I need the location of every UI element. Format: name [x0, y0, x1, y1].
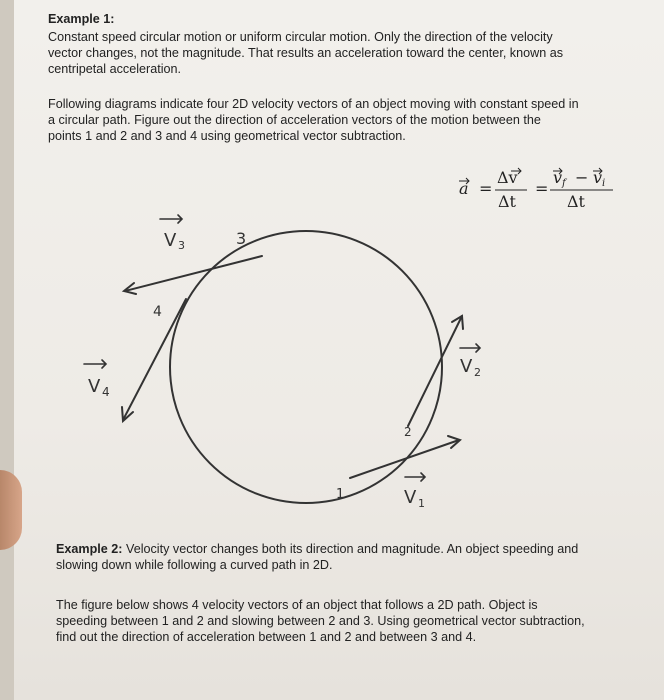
example2-title: Example 2: — [56, 542, 123, 556]
label-point-3: 3 — [236, 229, 247, 248]
example2-line1-text: Velocity vector changes both its direction and magnitude. An object speeding and — [126, 542, 579, 556]
eq-delta-t-2: Δt — [567, 192, 585, 211]
example1-para2-line1: Following diagrams indicate four 2D velocity vectors of an object moving with constant speed in — [48, 97, 579, 111]
eq-minus: − — [575, 168, 589, 187]
label-v4-sub: 4 — [102, 385, 110, 399]
example1-line1: Constant speed circular motion or uniform circular motion. Only the direction of the velocity — [48, 30, 553, 44]
label-point-1: 1 — [336, 487, 345, 502]
label-v2: V — [460, 356, 473, 377]
eq-equals-1: = — [479, 179, 493, 198]
vector-v3 — [125, 256, 262, 291]
eq-f: f — [562, 178, 566, 189]
label-v4: V — [88, 376, 101, 397]
example2-para2-line1: The figure below shows 4 velocity vectors of an object that follows a 2D path. Object is — [56, 598, 538, 612]
vector-v1 — [350, 440, 459, 478]
eq-i: i — [602, 178, 606, 189]
eq-vf: v — [553, 168, 563, 187]
example2-line1 — [56, 541, 578, 557]
eq-equals-2: = — [535, 179, 549, 198]
example1-para2-line3: points 1 and 2 and 3 and 4 using geometrical vector subtraction. — [48, 129, 406, 143]
example1-para2-line2: a circular path. Figure out the direction of acceleration vectors of the motion between the — [48, 113, 541, 127]
label-v1-sub: 1 — [418, 497, 425, 510]
label-point-4: 4 — [153, 304, 162, 320]
example1-title: Example 1: — [48, 12, 115, 26]
eq-delta-t: Δt — [498, 192, 516, 211]
example2-para2-line3: find out the direction of acceleration between 1 and 2 and between 3 and 4. — [56, 630, 477, 644]
example2-line2: slowing down while following a curved path in 2D. — [56, 558, 333, 572]
eq-vi: v — [593, 168, 603, 187]
circular-path — [170, 231, 442, 503]
example1-line2: vector changes, not the magnitude. That results an acceleration toward the center, known as — [48, 46, 564, 60]
label-point-2: 2 — [404, 425, 412, 439]
example1-line3: centripetal acceleration. — [48, 62, 182, 76]
label-v3-sub: 3 — [178, 239, 185, 252]
eq-delta-v: Δv — [497, 168, 518, 187]
label-v3: V — [164, 230, 177, 251]
label-v2-sub: 2 — [474, 366, 481, 379]
label-v1: V — [404, 487, 417, 508]
example2-para2-line2: speeding between 1 and 2 and slowing between 2 and 3. Using geometrical vector subtraction, — [56, 614, 585, 628]
eq-a: a — [459, 179, 469, 198]
vector-v4-arrowhead — [122, 407, 133, 421]
